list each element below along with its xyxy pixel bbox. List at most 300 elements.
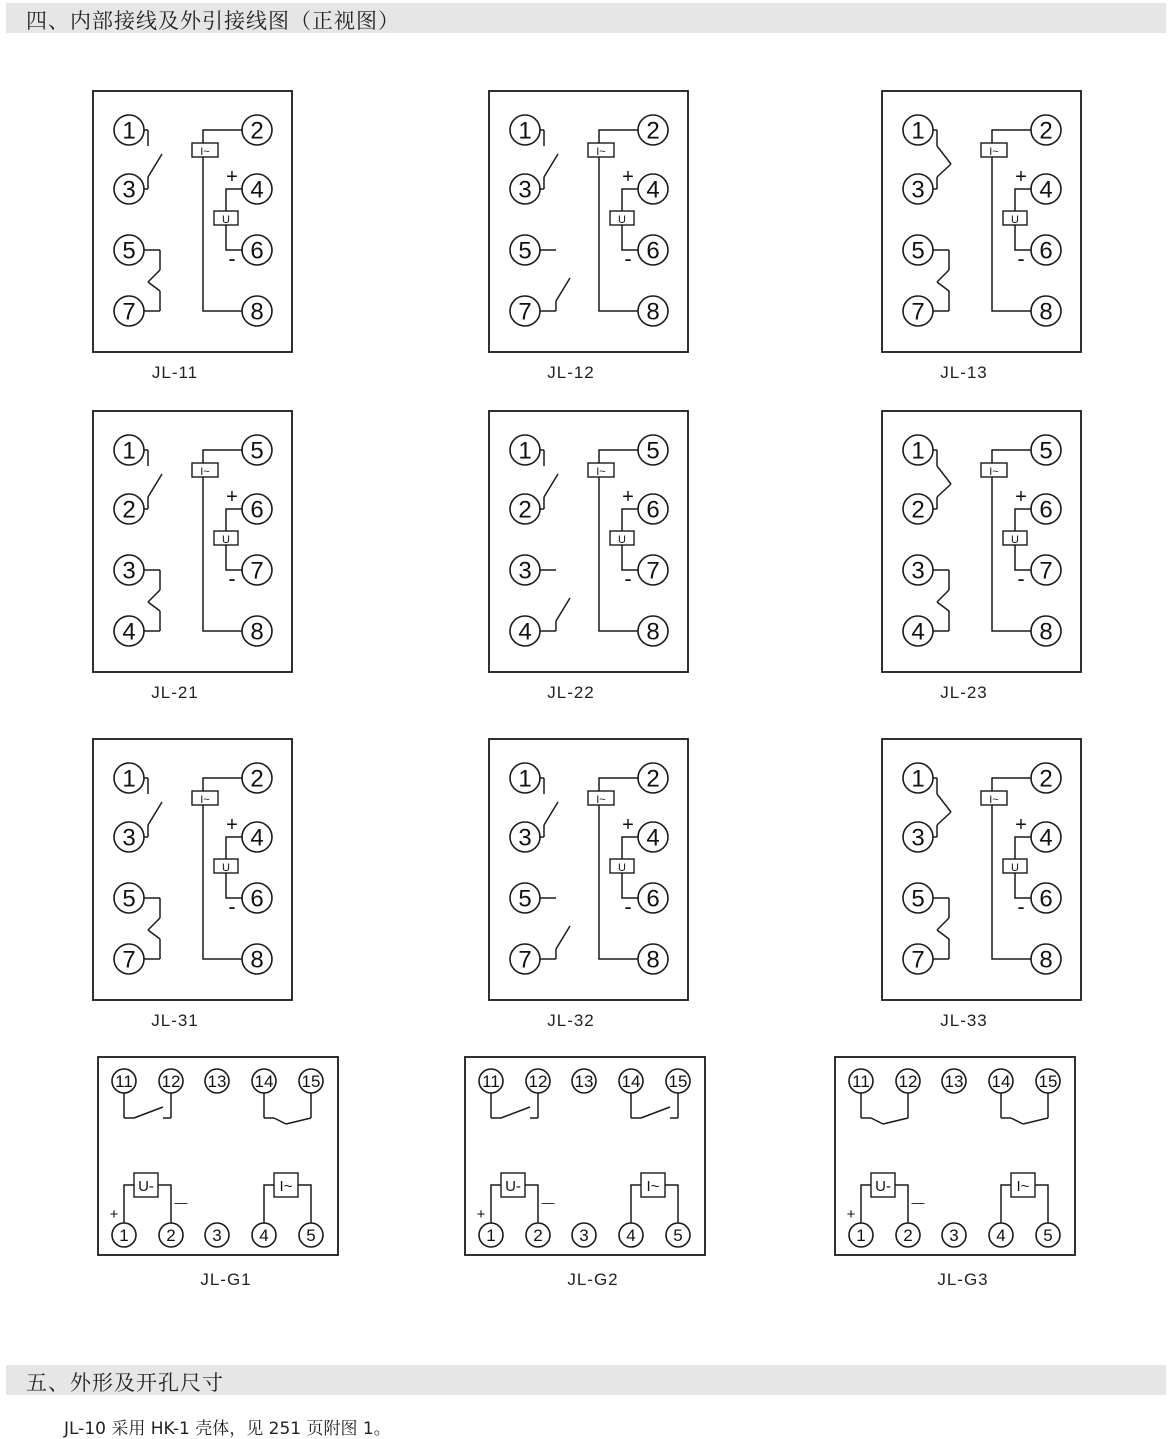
terminal <box>638 822 668 852</box>
wire <box>226 837 242 859</box>
minus-sign: - <box>624 246 632 271</box>
closed-contact-blade <box>937 484 951 497</box>
open-contact-blade <box>544 154 558 177</box>
terminal-number: 5 <box>646 437 660 465</box>
wire <box>203 778 242 791</box>
open-contact-blade <box>148 154 162 177</box>
wire <box>203 450 242 463</box>
terminal-number: 2 <box>250 117 264 145</box>
terminal-number: 13 <box>944 1072 964 1092</box>
current-coil-label: I~ <box>989 146 999 158</box>
terminal-number: 5 <box>122 237 136 265</box>
open-contact-blade <box>544 802 558 825</box>
terminal <box>572 1069 596 1093</box>
terminal <box>903 115 933 145</box>
terminal <box>510 115 540 145</box>
terminal-number: 5 <box>1043 1226 1053 1246</box>
wire <box>665 1185 678 1223</box>
terminal <box>242 174 272 204</box>
closed-contact-blade <box>148 602 160 611</box>
terminal-number: 3 <box>911 176 925 204</box>
terminal <box>638 115 668 145</box>
terminal-number: 11 <box>852 1072 870 1092</box>
terminal-number: 2 <box>518 496 532 524</box>
terminal-number: 3 <box>122 176 136 204</box>
terminal <box>903 883 933 913</box>
terminal <box>638 494 668 524</box>
terminal-number: 2 <box>1039 117 1053 145</box>
plus-sign: + <box>1015 166 1027 188</box>
closed-contact-blade <box>937 282 949 291</box>
open-contact-blade <box>148 802 162 825</box>
plus-sign: + <box>622 814 634 836</box>
terminal-number: 2 <box>903 1226 913 1246</box>
closed-contact-blade <box>937 466 951 484</box>
wire <box>1035 1185 1048 1223</box>
minus-sign: - <box>1017 246 1025 271</box>
minus-sign: - <box>624 566 632 591</box>
terminal-number: 3 <box>122 824 136 852</box>
terminal-number: 1 <box>486 1226 496 1246</box>
terminal <box>242 763 272 793</box>
terminal-number: 7 <box>646 557 660 585</box>
wire <box>622 509 638 531</box>
terminal-number: 15 <box>301 1072 321 1092</box>
relay-diagram-jl-g3 <box>835 1057 1075 1255</box>
terminal <box>242 115 272 145</box>
closed-contact-blade <box>274 1118 286 1124</box>
terminal <box>903 555 933 585</box>
wire <box>992 450 1031 463</box>
terminal <box>1031 435 1061 465</box>
diagram-caption: JL-G3 <box>937 1270 989 1289</box>
terminal <box>114 235 144 265</box>
voltage-coil-label: U- <box>875 1178 891 1195</box>
terminal-number: 2 <box>166 1226 176 1246</box>
diagram-caption: JL-21 <box>151 683 199 702</box>
closed-contact-blade <box>1023 1118 1048 1124</box>
terminal-number: 12 <box>528 1072 548 1092</box>
terminal <box>896 1069 920 1093</box>
terminal <box>1036 1223 1060 1247</box>
terminal <box>942 1069 966 1093</box>
open-contact-blade <box>641 1107 670 1118</box>
terminal <box>1031 115 1061 145</box>
terminal-number: 12 <box>161 1072 181 1092</box>
current-coil-label: I~ <box>646 1178 660 1195</box>
terminal <box>1031 235 1061 265</box>
terminal-number: 1 <box>911 765 925 793</box>
terminal <box>1031 822 1061 852</box>
diagram-caption: JL-31 <box>151 1011 199 1030</box>
wire <box>226 509 242 531</box>
closed-contact-blade <box>1011 1118 1023 1124</box>
terminal <box>510 494 540 524</box>
terminal-number: 8 <box>250 946 264 974</box>
open-contact-blade <box>556 598 570 621</box>
wire <box>861 1185 871 1223</box>
section-title-wiring: 四、内部接线及外引接线图（正视图） <box>26 9 400 33</box>
relay-diagram-jl-23 <box>882 411 1081 672</box>
terminal-number: 8 <box>250 618 264 646</box>
current-coil-label: I~ <box>989 794 999 806</box>
terminal <box>112 1223 136 1247</box>
terminal <box>510 616 540 646</box>
terminal <box>619 1069 643 1093</box>
terminal-number: 4 <box>518 618 532 646</box>
closed-contact-blade <box>286 1118 311 1124</box>
terminal <box>252 1069 276 1093</box>
minus-sign: - <box>1017 894 1025 919</box>
closed-contact-blade <box>148 930 160 939</box>
terminal <box>159 1069 183 1093</box>
terminal <box>903 763 933 793</box>
terminal-number: 6 <box>250 885 264 913</box>
closed-contact-blade <box>937 812 951 825</box>
terminal <box>903 435 933 465</box>
diagram-caption: JL-13 <box>940 363 988 382</box>
terminal-number: 11 <box>482 1072 500 1092</box>
terminal <box>1036 1069 1060 1093</box>
terminal <box>299 1223 323 1247</box>
terminal <box>242 296 272 326</box>
terminal <box>510 944 540 974</box>
current-coil-label: I~ <box>596 466 606 478</box>
closed-contact-blade <box>937 602 949 611</box>
terminal-number: 5 <box>673 1226 683 1246</box>
terminal <box>638 616 668 646</box>
plus-sign: + <box>622 486 634 508</box>
terminal <box>242 494 272 524</box>
terminal <box>114 555 144 585</box>
plus-sign: + <box>226 814 238 836</box>
open-contact-blade <box>148 474 162 497</box>
terminal <box>1031 944 1061 974</box>
terminal <box>903 296 933 326</box>
section-title-outline: 五、外形及开孔尺寸 <box>26 1371 224 1395</box>
open-contact-blade <box>134 1107 163 1118</box>
terminal-number: 2 <box>1039 765 1053 793</box>
plus-sign: + <box>1015 814 1027 836</box>
terminal-number: 4 <box>911 618 925 646</box>
terminal-number: 3 <box>212 1226 222 1246</box>
wire <box>1015 189 1031 211</box>
terminal-number: 2 <box>911 496 925 524</box>
terminal <box>1031 494 1061 524</box>
terminal-number: 15 <box>668 1072 688 1092</box>
plus-sign: + <box>476 1206 486 1223</box>
voltage-coil-label: U- <box>138 1178 154 1195</box>
diagram-caption: JL-G2 <box>567 1270 619 1289</box>
terminal-number: 7 <box>1039 557 1053 585</box>
diagram-caption: JL-12 <box>547 363 595 382</box>
relay-diagram-jl-21 <box>93 411 292 672</box>
terminal <box>903 822 933 852</box>
terminal-number: 7 <box>911 946 925 974</box>
terminal <box>114 494 144 524</box>
terminal <box>510 763 540 793</box>
terminal <box>989 1223 1013 1247</box>
terminal <box>510 174 540 204</box>
wire <box>264 1185 274 1223</box>
terminal <box>638 174 668 204</box>
terminal-number: 4 <box>1039 824 1053 852</box>
voltage-coil-label: U <box>618 214 626 226</box>
terminal-number: 13 <box>207 1072 227 1092</box>
terminal-number: 5 <box>518 237 532 265</box>
terminal <box>114 115 144 145</box>
terminal-number: 5 <box>911 237 925 265</box>
closed-contact-blade <box>148 590 160 602</box>
section-header-outline <box>6 1365 1166 1395</box>
terminal <box>242 883 272 913</box>
terminal <box>205 1069 229 1093</box>
terminal <box>638 883 668 913</box>
terminal <box>510 296 540 326</box>
terminal-number: 1 <box>911 117 925 145</box>
terminal <box>1031 883 1061 913</box>
diagram-caption: JL-32 <box>547 1011 595 1030</box>
voltage-coil-label: U <box>1011 862 1019 874</box>
terminal-number: 13 <box>574 1072 594 1092</box>
terminal-number: 4 <box>626 1226 636 1246</box>
minus-sign: - <box>228 246 236 271</box>
terminal-number: 8 <box>1039 618 1053 646</box>
closed-contact-blade <box>937 146 951 164</box>
closed-contact-blade <box>937 918 949 930</box>
terminal <box>114 296 144 326</box>
minus-sign: - <box>1017 566 1025 591</box>
open-contact-blade <box>501 1107 530 1118</box>
terminal <box>526 1069 550 1093</box>
terminal-number: 14 <box>991 1072 1011 1092</box>
terminal <box>114 883 144 913</box>
terminal <box>638 235 668 265</box>
terminal-number: 7 <box>122 946 136 974</box>
terminal-number: 6 <box>250 496 264 524</box>
diagram-caption: JL-11 <box>151 363 199 382</box>
terminal-number: 1 <box>518 117 532 145</box>
terminal-number: 3 <box>122 557 136 585</box>
open-contact-blade <box>544 474 558 497</box>
terminal-number: 1 <box>911 437 925 465</box>
closed-contact-blade <box>148 918 160 930</box>
wire <box>622 189 638 211</box>
terminal <box>510 555 540 585</box>
wire <box>599 450 638 463</box>
minus-sign: - <box>624 894 632 919</box>
minus-sign: — <box>911 1195 925 1210</box>
terminal <box>572 1223 596 1247</box>
closed-contact-blade <box>937 590 949 602</box>
wire <box>992 130 1031 143</box>
plus-sign: + <box>226 486 238 508</box>
terminal-number: 6 <box>646 496 660 524</box>
terminal <box>242 822 272 852</box>
terminal-number: 3 <box>949 1226 959 1246</box>
diagram-caption: JL-33 <box>940 1011 988 1030</box>
terminal-number: 2 <box>122 496 136 524</box>
wire <box>203 130 242 143</box>
terminal-number: 11 <box>115 1072 133 1092</box>
diagram-caption: JL-22 <box>547 683 595 702</box>
terminal-number: 2 <box>646 117 660 145</box>
relay-diagram-jl-g2 <box>465 1057 705 1255</box>
terminal-number: 4 <box>122 618 136 646</box>
wire <box>1015 509 1031 531</box>
terminal <box>1031 763 1061 793</box>
closed-contact-blade <box>148 270 160 282</box>
wire <box>599 778 638 791</box>
closed-contact-blade <box>883 1118 908 1124</box>
terminal-number: 2 <box>250 765 264 793</box>
terminal <box>510 883 540 913</box>
closed-contact-blade <box>871 1118 883 1124</box>
terminal-number: 7 <box>518 946 532 974</box>
wire <box>895 1185 908 1223</box>
terminal-number: 1 <box>518 437 532 465</box>
terminal-number: 3 <box>911 824 925 852</box>
minus-sign: - <box>228 894 236 919</box>
relay-diagram-jl-31 <box>93 739 292 1000</box>
relay-diagram-jl-33 <box>882 739 1081 1000</box>
terminal-number: 14 <box>621 1072 641 1092</box>
terminal <box>242 944 272 974</box>
voltage-coil-label: U <box>1011 214 1019 226</box>
terminal <box>299 1069 323 1093</box>
terminal-number: 5 <box>122 885 136 913</box>
terminal-number: 8 <box>1039 946 1053 974</box>
minus-sign: — <box>174 1195 188 1210</box>
open-contact-blade <box>556 926 570 949</box>
terminal <box>896 1223 920 1247</box>
terminal <box>526 1223 550 1247</box>
terminal-number: 8 <box>1039 298 1053 326</box>
diagram-caption: JL-G1 <box>200 1270 252 1289</box>
terminal <box>114 763 144 793</box>
relay-diagram-jl-22 <box>489 411 688 672</box>
terminal-number: 6 <box>1039 885 1053 913</box>
terminal <box>638 296 668 326</box>
wire <box>525 1185 538 1223</box>
closed-contact-blade <box>937 164 951 177</box>
terminal <box>1031 296 1061 326</box>
terminal <box>1031 616 1061 646</box>
terminal <box>638 435 668 465</box>
wire <box>1001 1185 1011 1223</box>
terminal-number: 6 <box>250 237 264 265</box>
outline-note: JL-10 采用 HK-1 壳体，见 251 页附图 1。 <box>64 1419 391 1439</box>
terminal-number: 7 <box>911 298 925 326</box>
terminal-number: 8 <box>250 298 264 326</box>
terminal <box>510 822 540 852</box>
plus-sign: + <box>1015 486 1027 508</box>
terminal <box>112 1069 136 1093</box>
closed-contact-blade <box>937 270 949 282</box>
terminal-number: 5 <box>250 437 264 465</box>
terminal-number: 7 <box>518 298 532 326</box>
voltage-coil-label: U <box>618 862 626 874</box>
terminal <box>666 1069 690 1093</box>
terminal-number: 1 <box>856 1226 866 1246</box>
wire <box>226 189 242 211</box>
terminal <box>1031 555 1061 585</box>
voltage-coil-label: U- <box>505 1178 521 1195</box>
terminal <box>903 616 933 646</box>
terminal <box>638 944 668 974</box>
terminal <box>114 174 144 204</box>
terminal <box>903 235 933 265</box>
terminal-number: 4 <box>1039 176 1053 204</box>
terminal-number: 5 <box>1039 437 1053 465</box>
terminal <box>903 494 933 524</box>
terminal <box>638 763 668 793</box>
wire <box>1015 837 1031 859</box>
plus-sign: + <box>109 1206 119 1223</box>
voltage-coil-label: U <box>222 862 230 874</box>
wire <box>599 130 638 143</box>
terminal <box>114 944 144 974</box>
terminal-number: 4 <box>250 824 264 852</box>
terminal-number: 3 <box>518 824 532 852</box>
terminal-number: 2 <box>533 1226 543 1246</box>
relay-diagram-jl-g1 <box>98 1057 338 1255</box>
terminal <box>619 1223 643 1247</box>
closed-contact-blade <box>937 794 951 812</box>
terminal-number: 4 <box>259 1226 269 1246</box>
terminal <box>638 555 668 585</box>
terminal-number: 3 <box>579 1226 589 1246</box>
relay-diagram-jl-13 <box>882 91 1081 352</box>
current-coil-label: I~ <box>200 466 210 478</box>
terminal <box>1031 174 1061 204</box>
terminal-number: 1 <box>122 437 136 465</box>
diagram-caption: JL-23 <box>940 683 988 702</box>
terminal-number: 6 <box>1039 496 1053 524</box>
current-coil-label: I~ <box>596 146 606 158</box>
terminal-number: 1 <box>122 117 136 145</box>
terminal-number: 1 <box>119 1226 129 1246</box>
terminal <box>666 1223 690 1247</box>
terminal-number: 3 <box>911 557 925 585</box>
current-coil-label: I~ <box>279 1178 293 1195</box>
terminal <box>159 1223 183 1247</box>
relay-diagram-jl-11 <box>93 91 292 352</box>
voltage-coil-label: U <box>222 214 230 226</box>
current-coil-label: I~ <box>989 466 999 478</box>
terminal <box>114 822 144 852</box>
terminal-number: 3 <box>518 176 532 204</box>
terminal-number: 8 <box>646 618 660 646</box>
wire <box>298 1185 311 1223</box>
terminal <box>510 235 540 265</box>
terminal <box>510 435 540 465</box>
terminal <box>242 435 272 465</box>
terminal-number: 7 <box>122 298 136 326</box>
wire <box>158 1185 171 1223</box>
current-coil-label: I~ <box>1016 1178 1030 1195</box>
minus-sign: - <box>228 566 236 591</box>
terminal <box>903 944 933 974</box>
voltage-coil-label: U <box>618 534 626 546</box>
wire <box>491 1185 501 1223</box>
current-coil-label: I~ <box>200 146 210 158</box>
plus-sign: + <box>846 1206 856 1223</box>
terminal <box>479 1069 503 1093</box>
voltage-coil-label: U <box>222 534 230 546</box>
plus-sign: + <box>622 166 634 188</box>
terminal <box>479 1223 503 1247</box>
